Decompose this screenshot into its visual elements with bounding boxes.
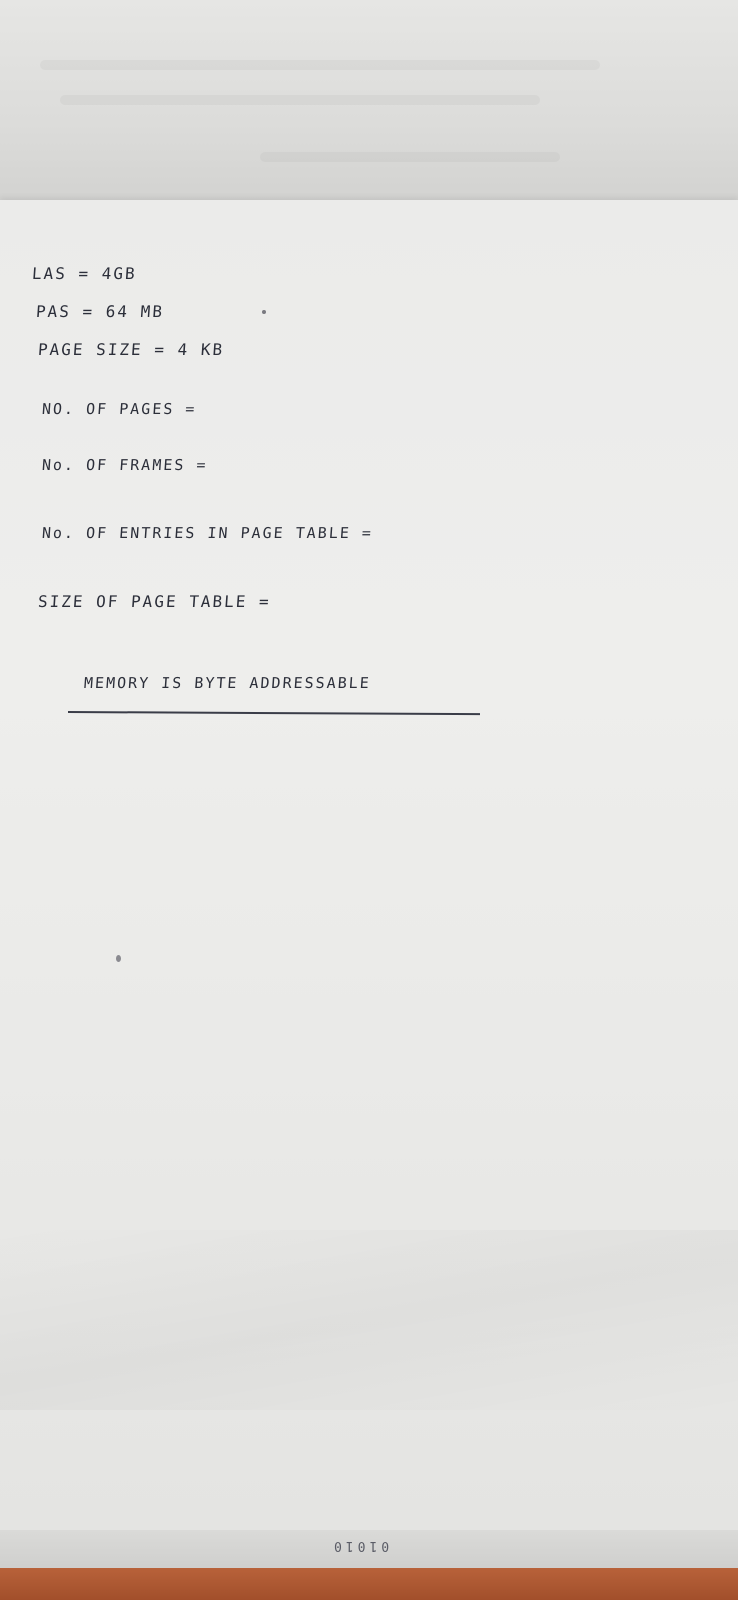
num-entries-question: No. OF ENTRIES IN PAGE TABLE = bbox=[41, 524, 374, 542]
show-through-line bbox=[60, 95, 540, 105]
paper-shadow bbox=[0, 1230, 738, 1410]
show-through-line bbox=[260, 152, 560, 162]
ink-speck bbox=[116, 955, 121, 962]
show-through-line bbox=[40, 60, 600, 70]
las-line: LAS = 4GB bbox=[31, 264, 138, 283]
background-sheet bbox=[0, 0, 738, 205]
page-number: 01010 bbox=[330, 1538, 390, 1553]
page-size-line: PAGE SIZE = 4 KB bbox=[37, 340, 225, 359]
num-pages-question: NO. OF PAGES = bbox=[41, 400, 198, 418]
table-size-question: SIZE OF PAGE TABLE = bbox=[37, 592, 272, 611]
ink-speck bbox=[262, 310, 266, 314]
memory-note: MEMORY IS BYTE ADDRESSABLE bbox=[83, 674, 372, 692]
pas-line: PAS = 64 MB bbox=[35, 302, 165, 321]
wooden-floor bbox=[0, 1568, 738, 1600]
num-frames-question: No. OF FRAMES = bbox=[41, 456, 209, 474]
